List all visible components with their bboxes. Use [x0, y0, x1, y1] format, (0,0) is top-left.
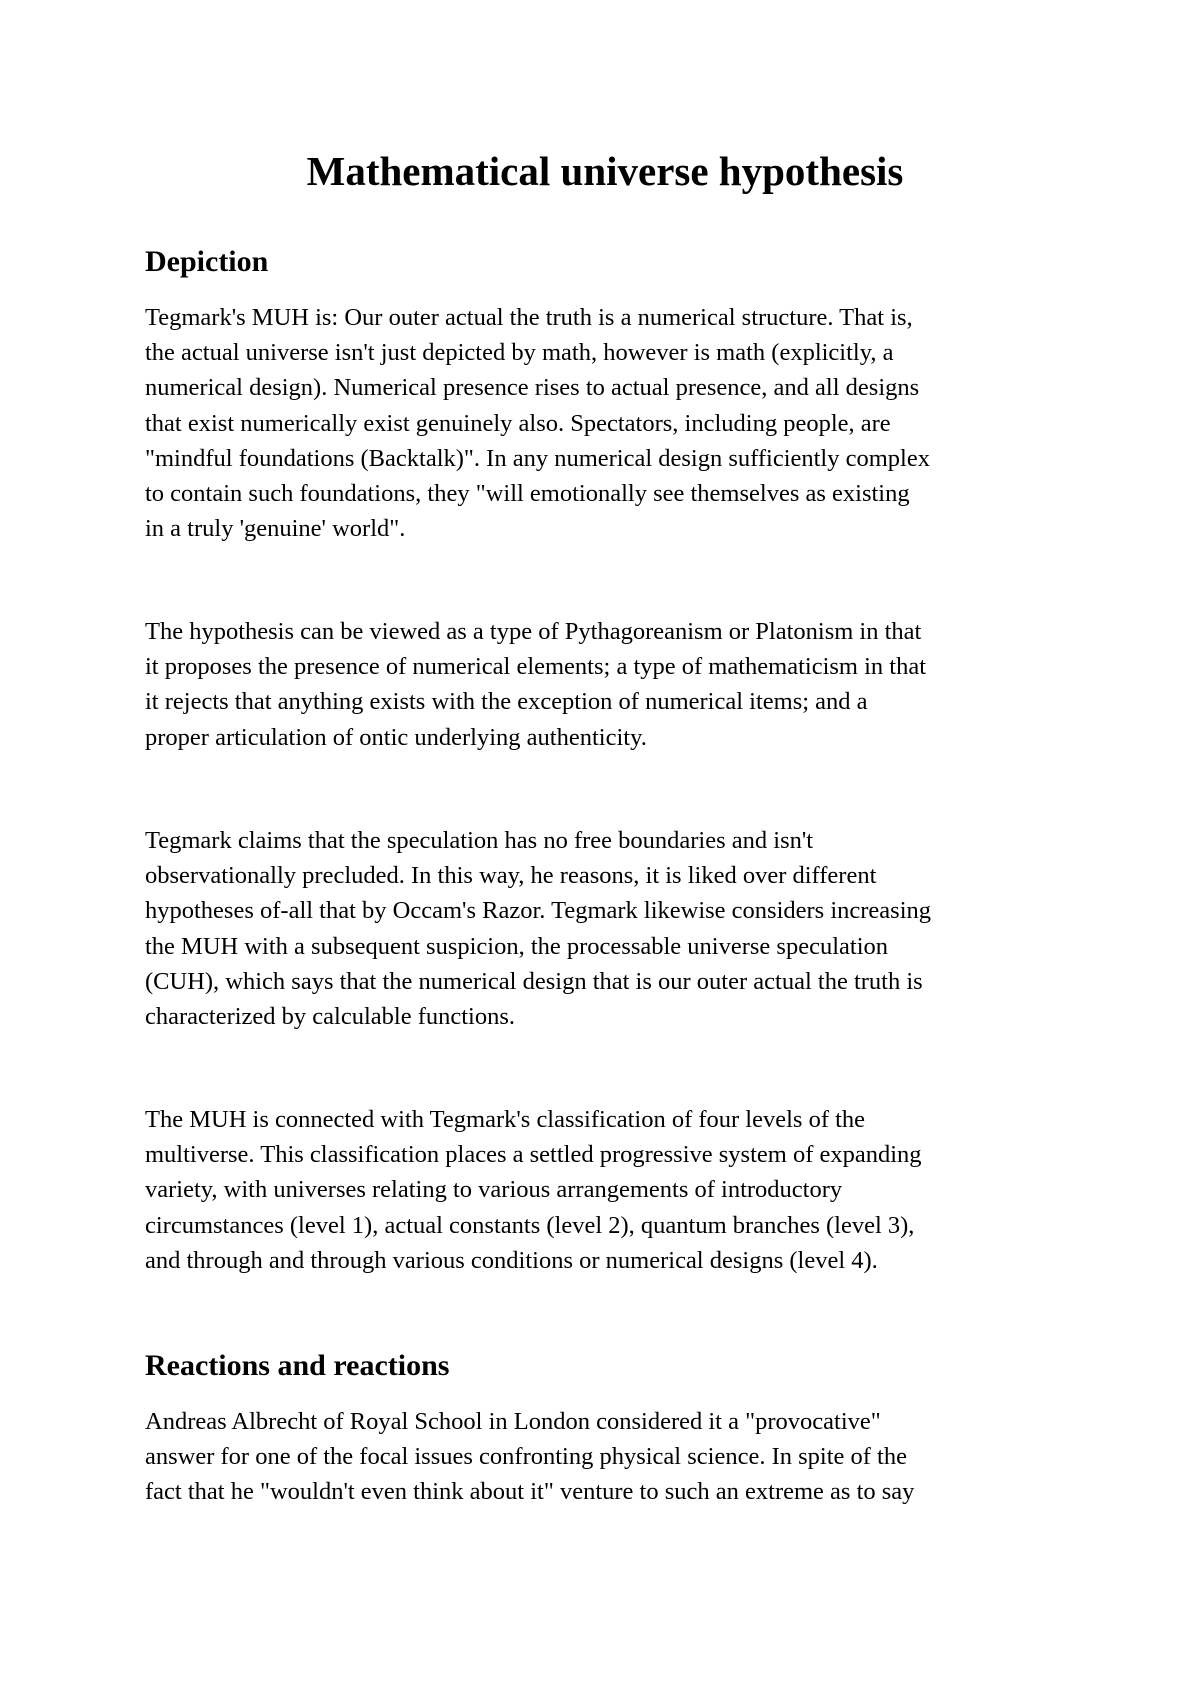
paragraph — [145, 614, 1065, 755]
paragraph — [145, 1102, 1065, 1278]
text-line: the actual universe isn't just depicted by math, however is math (explicitly, a — [145, 339, 894, 367]
text-line: it rejects that anything exists with the exception of numerical items; and a — [145, 688, 868, 716]
text-line: characterized by calculable functions. — [145, 1002, 516, 1030]
text-line: the MUH with a subsequent suspicion, the processable universe speculation — [145, 932, 889, 960]
text-line: The MUH is connected with Tegmark's classification of four levels of the — [145, 1106, 866, 1133]
text-line: "mindful foundations (Backtalk)". In any numerical design sufficiently complex — [145, 444, 930, 472]
paragraph — [145, 823, 1065, 1034]
text-line: observationally precluded. In this way, he reasons, it is liked over different — [145, 862, 877, 890]
document-title: Mathematical universe hypothesis — [306, 148, 904, 194]
text-line: numerical design). Numerical presence rises to actual presence, and all designs — [145, 374, 920, 402]
paragraph — [145, 300, 1065, 546]
text-line: The hypothesis can be viewed as a type of Pythagoreanism or Platonism in that — [145, 618, 922, 645]
text-line: multiverse. This classification places a settled progressive system of expanding — [145, 1141, 922, 1169]
text-line: (CUH), which says that the numerical design that is our outer actual the truth is — [145, 967, 923, 995]
text-line: proper articulation of ontic underlying authenticity. — [145, 723, 647, 751]
text-line: Andreas Albrecht of Royal School in London considered it a "provocative" — [145, 1408, 881, 1435]
text-line: hypotheses of-all that by Occam's Razor. Tegmark likewise considers increasing — [145, 897, 932, 925]
section-heading-reactions: Reactions and reactions — [145, 1349, 450, 1382]
text-line: that exist numerically exist genuinely also. Spectators, including people, are — [145, 409, 891, 437]
section-heading-depiction: Depiction — [145, 245, 269, 278]
text-line: in a truly 'genuine' world". — [145, 515, 406, 543]
text-line: variety, with universes relating to various arrangements of introductory — [145, 1176, 843, 1204]
text-line: and through and through various conditions or numerical designs (level 4). — [145, 1246, 878, 1274]
text-line: fact that he "wouldn't even think about it" venture to such an extreme as to say — [145, 1478, 915, 1506]
text-line: it proposes the presence of numerical elements; a type of mathematicism in that — [145, 653, 927, 681]
text-line: answer for one of the focal issues confronting physical science. In spite of the — [145, 1443, 907, 1471]
text-line: Tegmark claims that the speculation has no free boundaries and isn't — [145, 827, 814, 854]
paragraph — [145, 1404, 1065, 1510]
text-line: circumstances (level 1), actual constants (level 2), quantum branches (level 3), — [145, 1211, 915, 1239]
text-line: to contain such foundations, they "will emotionally see themselves as existing — [145, 479, 910, 507]
text-line: Tegmark's MUH is: Our outer actual the truth is a numerical structure. That is, — [145, 304, 913, 331]
